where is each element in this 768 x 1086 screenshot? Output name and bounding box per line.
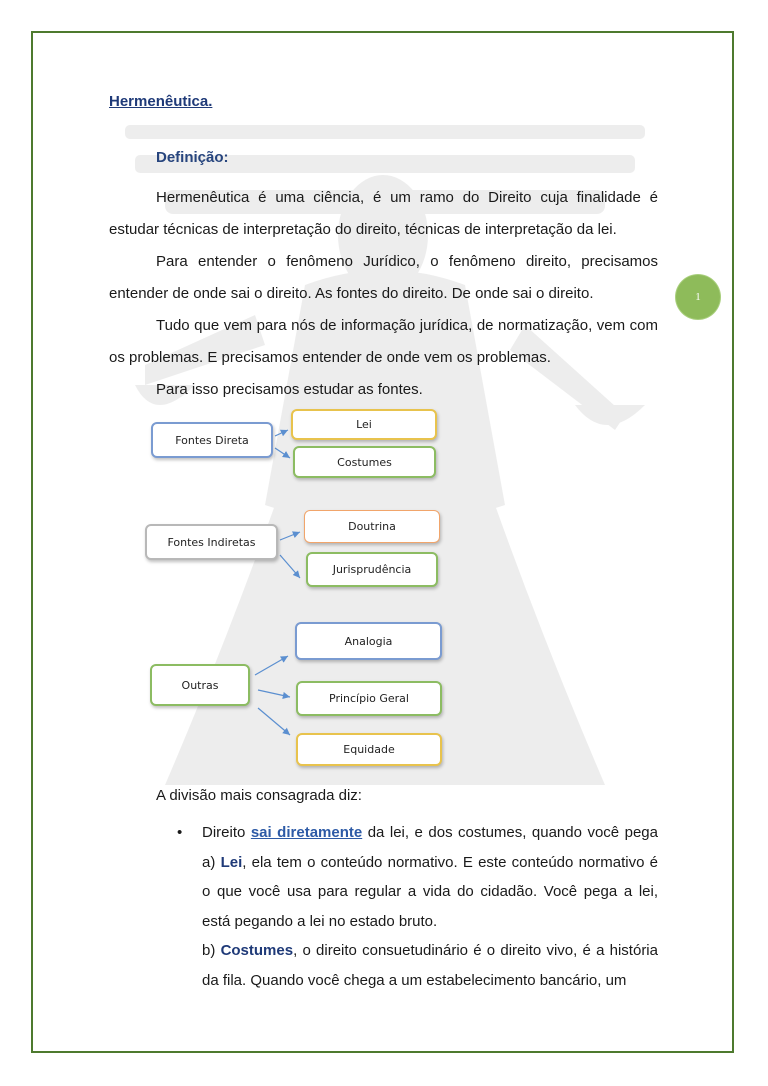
- box-outras-label: Outras: [181, 678, 219, 692]
- box-lei: [291, 409, 437, 440]
- box-jurisprudencia: [306, 552, 438, 587]
- page-number: 1: [695, 291, 701, 303]
- box-principio-geral: [296, 681, 442, 716]
- definition-label: Definição:: [156, 149, 229, 166]
- box-equidade-label: Equidade: [343, 743, 395, 756]
- box-fontes-direta: [151, 422, 273, 458]
- box-fontes-direta-label: Fontes Direta: [175, 433, 249, 447]
- box-analogia: [295, 622, 442, 660]
- bullet-text-2: da lei, e dos costumes, quando você pega a): [202, 824, 658, 871]
- paragraph-division: A divisão mais consagrada diz:: [156, 787, 362, 804]
- box-jurisprudencia-label: Jurisprudência: [332, 563, 412, 576]
- keyword-costumes: Costumes: [220, 942, 294, 959]
- box-lei-label: Lei: [356, 418, 372, 431]
- box-doutrina-label: Doutrina: [348, 520, 396, 533]
- keyword-sai-diretamente: sai diretamente: [250, 824, 363, 841]
- box-costumes-label: Costumes: [337, 455, 392, 469]
- keyword-lei: Lei: [220, 853, 243, 871]
- box-equidade: [296, 733, 442, 766]
- box-fontes-indiretas: [145, 524, 278, 560]
- box-principio-geral-label: Princípio Geral: [329, 692, 409, 705]
- box-fontes-indiretas-label: Fontes Indiretas: [167, 535, 256, 549]
- paragraph-problems: Tudo que vem para nós de informação jurídica, de normatização, vem com os problemas. E precisamos entender de onde vem os problemas.: [109, 317, 658, 366]
- box-analogia-label: Analogia: [344, 634, 393, 648]
- paragraph-phenomenon: Para entender o fenômeno Jurídico, o fenômeno direito, precisamos entender de onde sai o direito. As fontes do direito. De onde sai o direito.: [109, 253, 658, 302]
- box-costumes: [293, 446, 436, 478]
- box-outras: [150, 664, 250, 706]
- bullet-text-3: , ela tem o conteúdo normativo. E este conteúdo normativo é o que você usa para regular a vida do cidadão. Você pega a lei, está pegando a lei no estado bruto.: [202, 853, 658, 930]
- paragraph-sources-intro: Para isso precisamos estudar as fontes.: [156, 381, 423, 398]
- bullet-text-4: b): [202, 942, 221, 959]
- bullet-item-direct-sources: [202, 818, 658, 995]
- box-doutrina: [304, 510, 440, 543]
- paragraph-definition: Hermenêutica é uma ciência, é um ramo do Direito cuja finalidade é estudar técnicas de interpretação do direito, técnicas de interpretação da lei.: [109, 189, 658, 238]
- document-title: Hermenêutica.: [109, 93, 213, 110]
- page-number-badge: [676, 275, 720, 319]
- bullet-text-5: , o direito consuetudinário é o direito vivo, é a história da fila. Quando você chega a um estabelecimento bancário, um: [202, 942, 658, 989]
- bullet-dot-icon: •: [177, 824, 183, 841]
- bullet-text-1: Direito: [202, 824, 251, 841]
